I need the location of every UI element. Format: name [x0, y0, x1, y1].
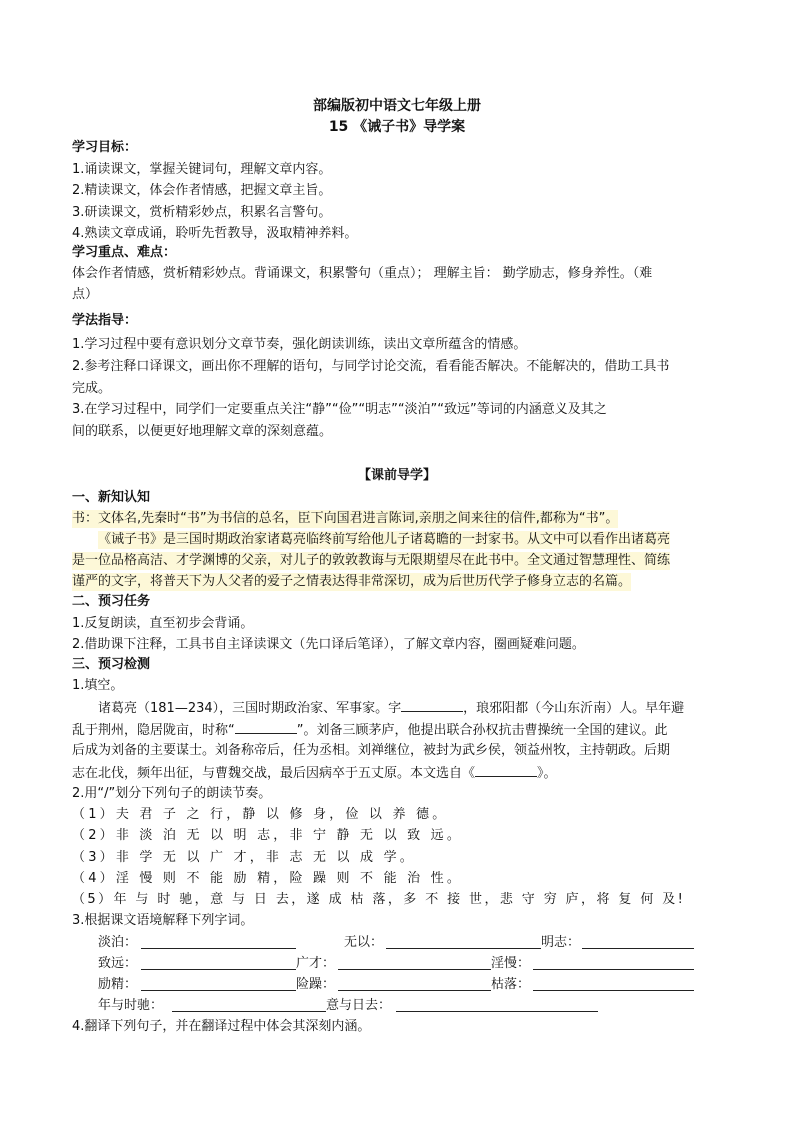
question-label: 1.填空。 — [72, 678, 124, 693]
rhythm-sentence[interactable]: （3）非 学 无 以 广 才，非 志 无 以 成 学。 — [72, 850, 416, 865]
method-heading: 学法指导： — [72, 313, 138, 328]
rhythm-sentence[interactable]: （2）非 淡 泊 无 以 明 志，非 宁 静 无 以 致 远。 — [72, 828, 464, 843]
method-item-cont: 完成。 — [72, 381, 112, 396]
rhythm-sentence[interactable]: （5）年 与 时 驰，意 与 日 去，遂 成 枯 落，多 不 接 世，悲 守 穷 庐，将 复 何 及! — [72, 892, 686, 907]
fill-in-line: 后成为刘备的主要谋士。刘备称帝后，任为丞相。刘禅继位，被封为武乡侯，领益州牧，主持朝政。后期 — [72, 743, 671, 758]
answer-blank-zi[interactable] — [401, 698, 463, 712]
vocab-blank-guangcai[interactable] — [338, 956, 491, 970]
section-heading: 二、预习任务 — [72, 594, 151, 609]
focus-heading: 学习重点、难点： — [72, 245, 177, 260]
answer-blank-source[interactable] — [475, 763, 537, 777]
fill-in-text: 志在北伐，频年出征，与曹魏交战，最后因病卒于五丈原。本文选自《 — [72, 766, 476, 781]
method-item: 3.在学习过程中，同学们一定要重点关注“静”“俭”“明志”“淡泊”“致远”等词的内涵意义及其之 — [72, 402, 607, 417]
document-title: 部编版初中语文七年级上册 — [313, 98, 481, 114]
fill-in-line — [98, 698, 684, 718]
intro-paragraph-cont: 谨严的文字，将普天下为人父者的爱子之情表达得非常深切，成为后世历代学子修身立志的名篇。 — [72, 574, 632, 589]
focus-text-cont: 点） — [72, 287, 99, 302]
vocab-label: 意与日去： — [326, 998, 392, 1013]
vocab-blank-lijing[interactable] — [141, 977, 296, 991]
goal-item: 3.研读课文，赏析精彩妙点，积累名言警句。 — [72, 205, 332, 220]
rhythm-sentence[interactable]: （1）夫 君 子 之 行，静 以 修 身，俭 以 养 德。 — [72, 807, 449, 822]
intro-paragraph: 《诫子书》是三国时期政治家诸葛亮临终前写给他儿子诸葛瞻的一封家书。从文中可以看作出诸葛亮 — [98, 532, 671, 547]
question-label: 2.用“/”划分下列句子的朗读节奏。 — [72, 786, 272, 801]
vocab-label: 淫慢： — [491, 956, 531, 971]
section-heading: 一、新知认知 — [72, 490, 151, 505]
method-item: 2.参考注释口译课文，画出你不理解的语句，与同学讨论交流，看看能否解决。不能解决的，借助工具书 — [72, 359, 670, 374]
method-item-cont: 间的联系，以便更好地理解文章的深刻意蕴。 — [72, 424, 333, 439]
vocab-label: 枯落： — [491, 977, 531, 992]
goal-item: 1.诵读课文，掌握关键词句，理解文章内容。 — [72, 162, 332, 177]
question-label: 3.根据课文语境解释下列字词。 — [72, 913, 254, 928]
vocab-blank-xianzao[interactable] — [338, 977, 491, 991]
fill-in-line — [72, 720, 668, 740]
goal-item: 2.精读课文，体会作者情感，把握文章主旨。 — [72, 183, 332, 198]
fill-in-line — [72, 763, 557, 783]
method-item: 1.学习过程中要有意识划分文章节奏，强化朗读训练，读出文章所蕴含的情感。 — [72, 337, 527, 352]
vocab-blank-nianyushichi[interactable] — [172, 998, 326, 1012]
task-item: 2.借助课下注释，工具书自主译读课文（先口译后笔译），了解文章内容，圈画疑难问题。 — [72, 637, 585, 652]
section-heading: 三、预习检测 — [72, 657, 151, 672]
vocab-label: 淡泊： — [98, 935, 138, 950]
vocab-label: 无以： — [344, 935, 384, 950]
fill-in-text: 乱于荆州，隐居陇亩，时称“ — [72, 723, 235, 738]
vocab-blank-yinman[interactable] — [533, 956, 694, 970]
vocab-blank-kuluo[interactable] — [533, 977, 694, 991]
intro-paragraph-cont: 是一位品格高洁、才学渊博的父亲，对儿子的敦敦教诲与无限期望尽在此书中。全文通过智慧理性、简练 — [72, 553, 671, 568]
vocab-label: 致远： — [98, 956, 138, 971]
vocab-label: 年与时驰： — [98, 998, 164, 1013]
fill-in-text: 诸葛亮（181—234），三国时期政治家、军事家。字 — [98, 701, 402, 716]
vocab-blank-yiyuriqu[interactable] — [396, 998, 598, 1012]
vocab-blank-zhiyuan[interactable] — [141, 956, 296, 970]
task-item: 1.反复朗读，直至初步会背诵。 — [72, 616, 254, 631]
vocab-blank-wuyi[interactable] — [386, 935, 541, 949]
vocab-blank-mingzhi[interactable] — [582, 935, 694, 949]
vocab-label: 励精： — [98, 977, 138, 992]
fill-in-text: ，琅邪阳都（今山东沂南）人。早年避 — [463, 701, 685, 716]
vocab-label: 险躁： — [296, 977, 336, 992]
fill-in-text: 》。 — [537, 766, 557, 781]
document-subtitle: 15 《诫子书》导学案 — [328, 119, 466, 135]
vocab-label: 广才： — [296, 956, 336, 971]
genre-note: 书：文体名,先秦时“书”为书信的总名，臣下向国君进言陈词,亲朋之间来往的信件,都称为“书”。 — [72, 511, 619, 526]
vocab-label: 明志： — [541, 935, 581, 950]
answer-blank-nickname[interactable] — [235, 720, 297, 734]
focus-text: 体会作者情感，赏析精彩妙点。背诵课文，积累警句（重点）； 理解主旨： 勤学励志，修身养性。（难 — [72, 266, 653, 281]
rhythm-sentence[interactable]: （4）淫 慢 则 不 能 励 精，险 躁 则 不 能 治 性。 — [72, 871, 464, 886]
vocab-blank-danbo[interactable] — [141, 935, 296, 949]
question-label: 4.翻译下列句子，并在翻译过程中体会其深刻内涵。 — [72, 1019, 371, 1034]
goals-heading: 学习目标： — [72, 140, 138, 155]
goal-item: 4.熟读文章成诵，聆听先哲教导，汲取精神养料。 — [72, 226, 358, 241]
preview-heading: 【课前导学】 — [357, 468, 436, 483]
fill-in-text: ”。刘备三顾茅庐，他提出联合孙权抗击曹操统一全国的建议。此 — [296, 723, 668, 738]
